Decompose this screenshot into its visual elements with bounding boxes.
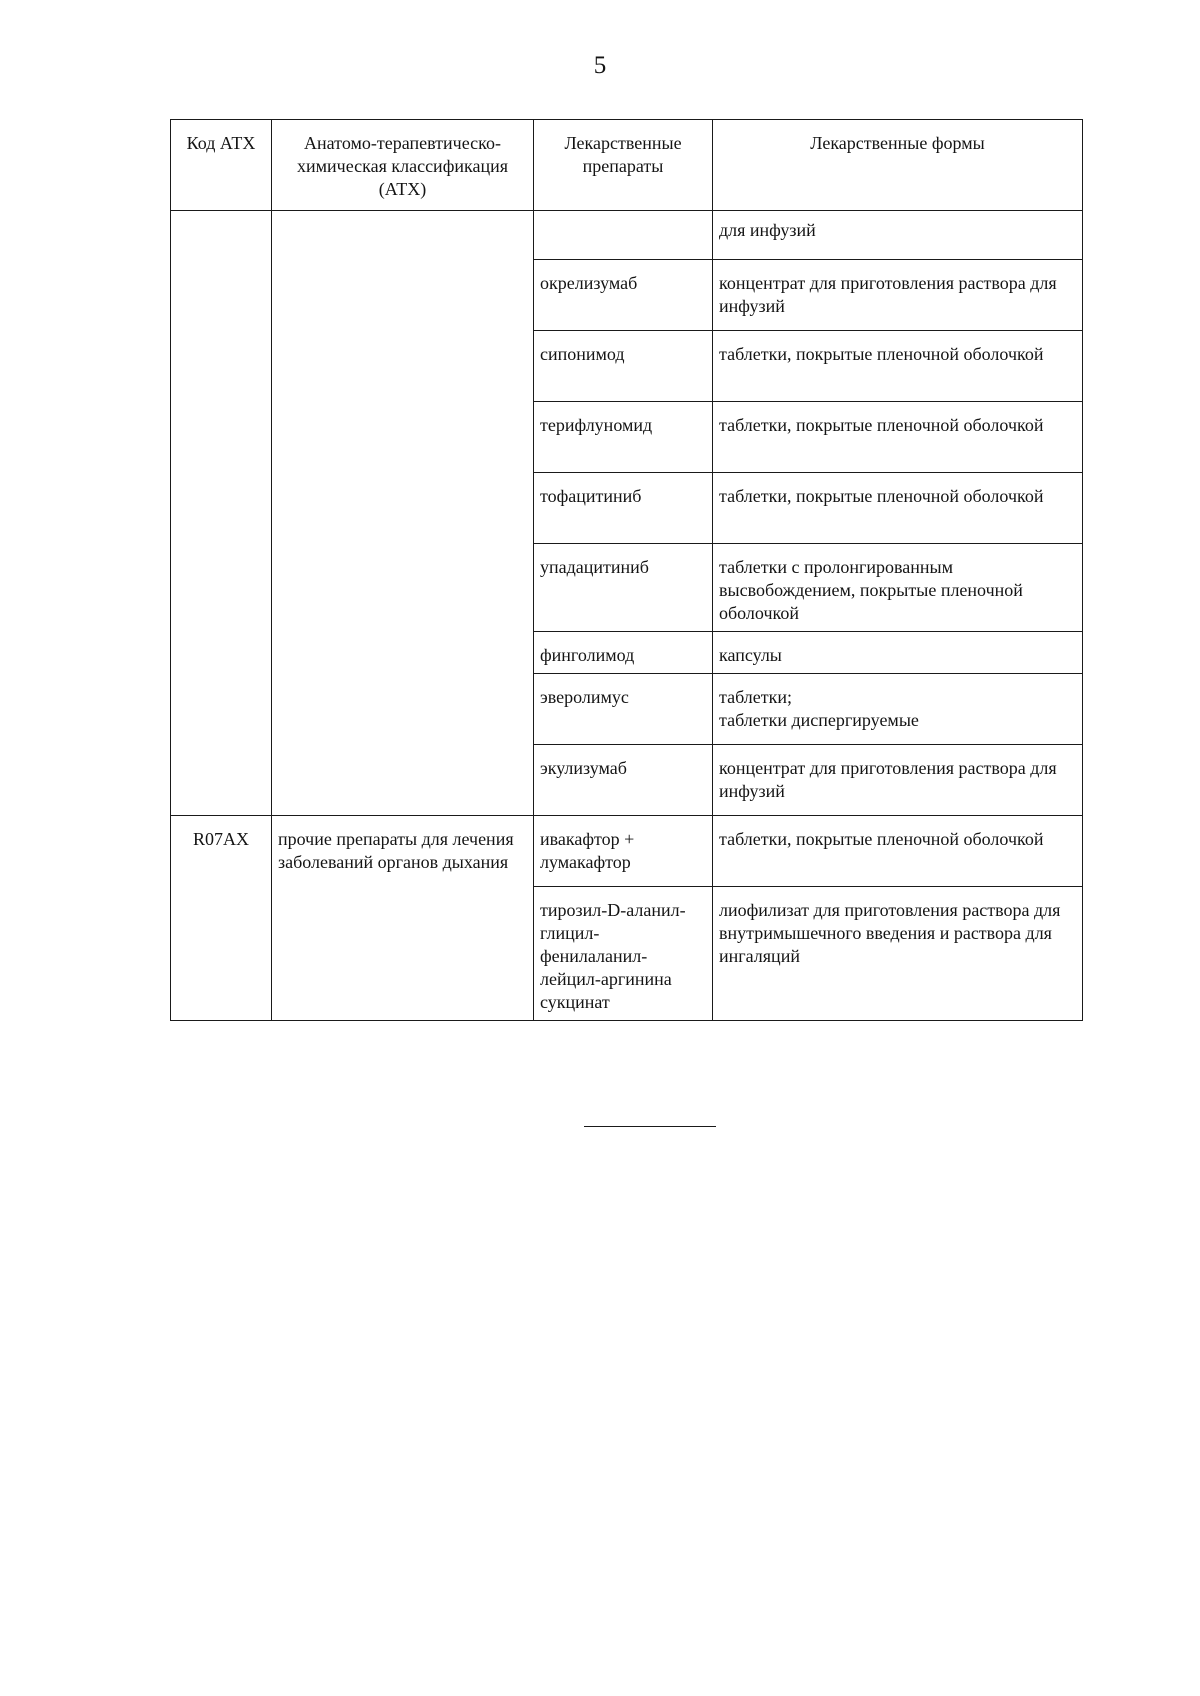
end-of-document-rule [584,1126,716,1127]
header-atc-code: Код АТХ [171,120,272,211]
drug-name-cell: эверолимус [534,674,713,745]
dosage-form-cell: таблетки, покрытые пленочной оболочкой [713,331,1083,402]
drug-name-cell: сипонимод [534,331,713,402]
drug-name-cell: ивакафтор + лумакафтор [534,816,713,887]
dosage-form-cell: таблетки, покрытые пленочной оболочкой [713,816,1083,887]
header-dosage-forms: Лекарственные формы [713,120,1083,211]
dosage-form-cell: таблетки с пролонгированным высвобождением, покрытые пленочной оболочкой [713,544,1083,632]
page-number: 5 [593,52,607,79]
dosage-form-cell [713,674,1083,745]
header-atc-classification: Анатомо-терапевтическо-химическая классификация (АТХ) [272,120,534,211]
dosage-form-cell: таблетки, покрытые пленочной оболочкой [713,402,1083,473]
dosage-form-line: таблетки; [719,687,793,707]
dosage-form-cell: таблетки, покрытые пленочной оболочкой [713,473,1083,544]
atc-table [170,119,1083,1021]
atc-code-cell [171,211,272,816]
drug-name-cell [534,211,713,260]
drug-name-cell: тофацитиниб [534,473,713,544]
drug-name-cell: финголимод [534,632,713,674]
dosage-form-cell: концентрат для приготовления раствора для инфузий [713,260,1083,331]
dosage-form-cell: капсулы [713,632,1083,674]
drug-name-cell: терифлуномид [534,402,713,473]
drug-name-cell: тирозил-D-аланил-глицил-фенилаланил-лейцил-аргинина сукцинат [534,887,713,1021]
atc-classification-cell: прочие препараты для лечения заболеваний органов дыхания [272,816,534,1021]
drug-name-cell: упадацитиниб [534,544,713,632]
atc-code-cell: R07AX [171,816,272,1021]
table-row [171,816,1083,887]
dosage-form-cell: для инфузий [713,211,1083,260]
dosage-form-cell: концентрат для приготовления раствора для инфузий [713,745,1083,816]
dosage-form-line: таблетки диспергируемые [719,710,919,730]
header-drugs: Лекарственные препараты [534,120,713,211]
drug-name-cell: экулизумаб [534,745,713,816]
atc-classification-cell [272,211,534,816]
drug-name-cell: окрелизумаб [534,260,713,331]
table-header-row [171,120,1083,211]
dosage-form-cell: лиофилизат для приготовления раствора для внутримышечного введения и раствора для ингаляций [713,887,1083,1021]
table-row [171,211,1083,260]
